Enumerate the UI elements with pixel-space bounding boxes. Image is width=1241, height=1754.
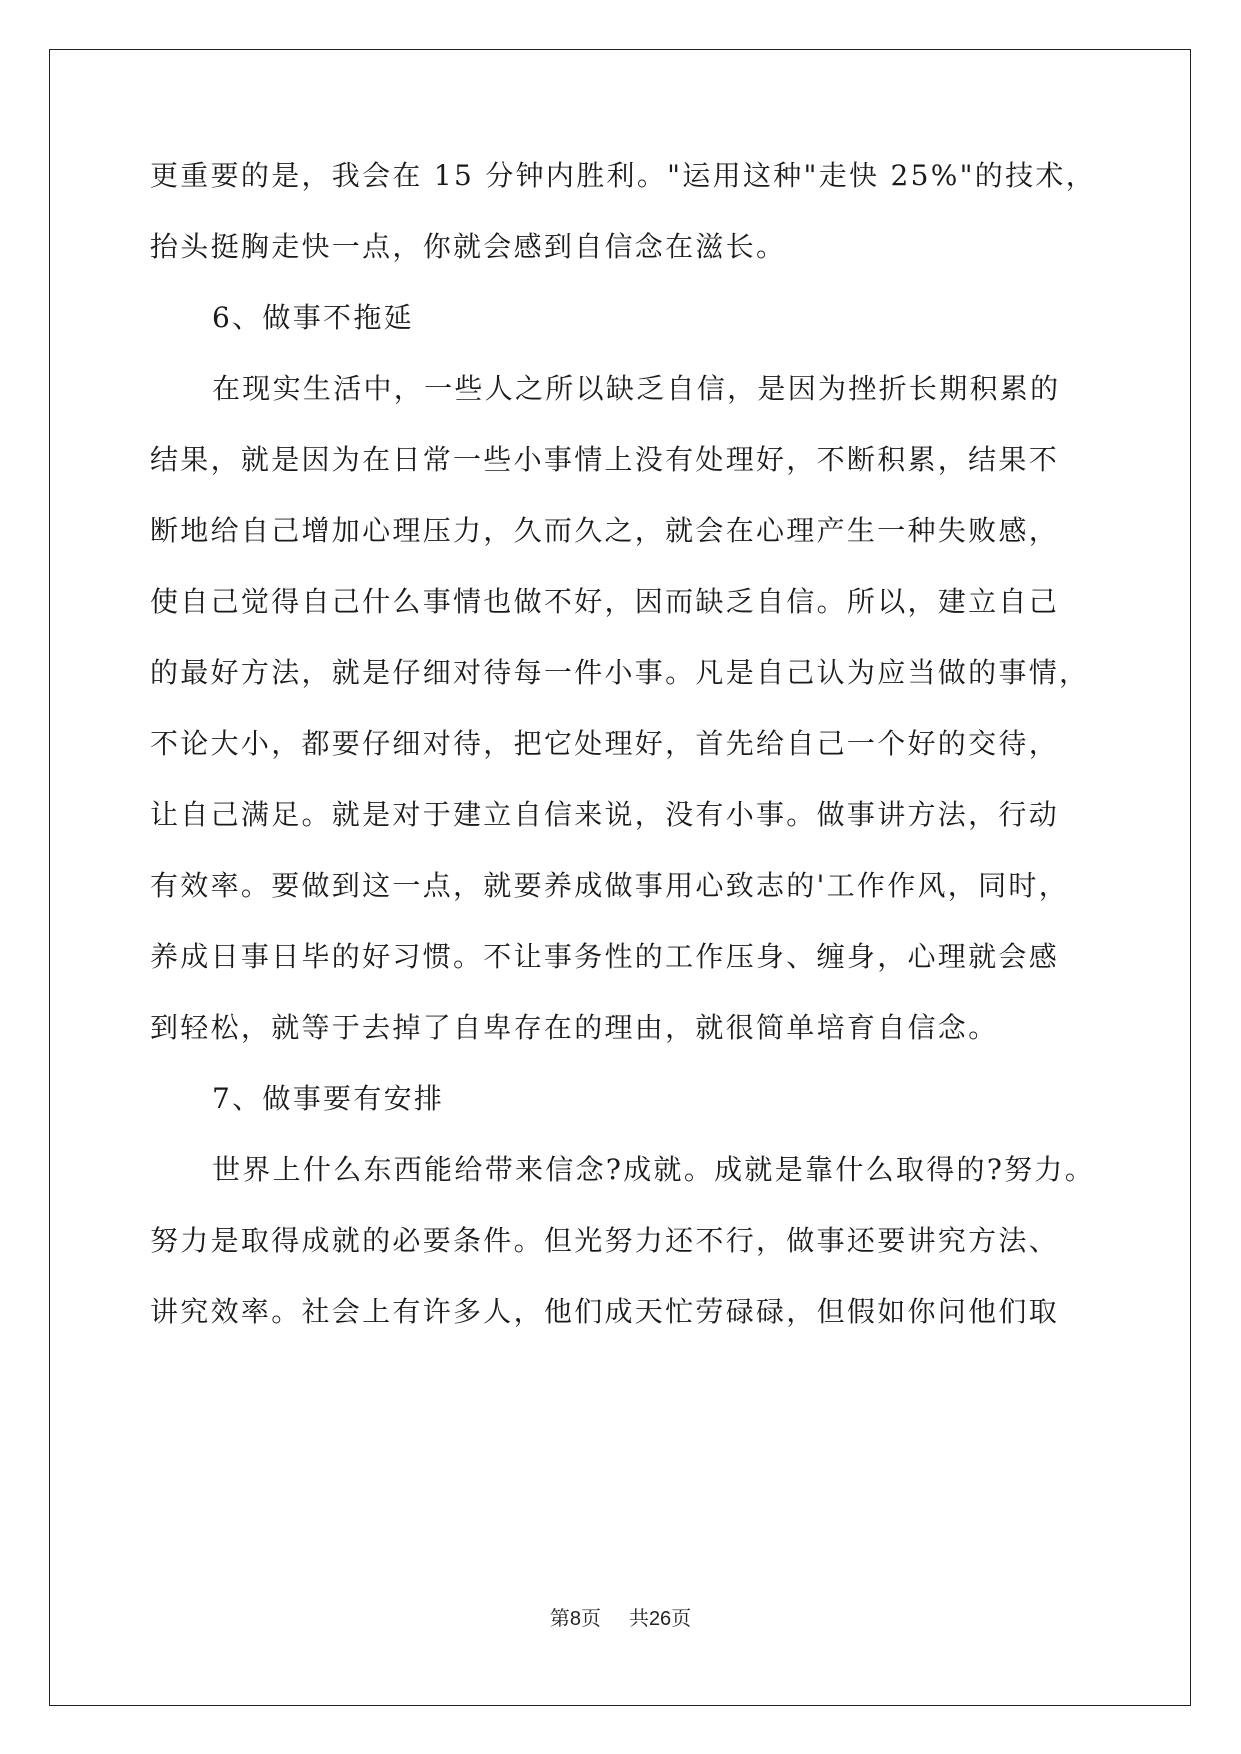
- page-footer: [0, 1606, 1241, 1631]
- body-text-line: 不论大小，都要仔细对待，把它处理好，首先给自己一个好的交待，: [150, 727, 1060, 760]
- body-text-line: 世界上什么东西能给带来信念?成就。成就是靠什么取得的?努力。: [212, 1153, 1096, 1186]
- body-text-line: 的最好方法，就是仔细对待每一件小事。凡是自己认为应当做的事情，: [150, 656, 1090, 689]
- body-text-line: 到轻松，就等于去掉了自卑存在的理由，就很简单培育自信念。: [150, 1011, 999, 1044]
- body-text-line: 断地给自己增加心理压力，久而久之，就会在心理产生一种失败感，: [150, 514, 1060, 547]
- body-text-line: 在现实生活中，一些人之所以缺乏自信，是因为挫折长期积累的: [212, 372, 1061, 405]
- page-prefix: 第: [549, 1606, 570, 1630]
- body-text-line: 抬头挺胸走快一点，你就会感到自信念在滋长。: [150, 230, 787, 263]
- total-prefix: 共: [628, 1606, 649, 1630]
- body-text-line: 让自己满足。就是对于建立自信来说，没有小事。做事讲方法，行动: [150, 798, 1060, 831]
- total-pages: 26: [648, 1608, 672, 1630]
- body-text-line: 结果，就是因为在日常一些小事情上没有处理好，不断积累，结果不: [150, 443, 1060, 476]
- body-text-line: 讲究效率。社会上有许多人，他们成天忙劳碌碌，但假如你问他们取: [150, 1295, 1060, 1328]
- body-text-line: 更重要的是，我会在 15 分钟内胜利。"运用这种"走快 25%"的技术，: [150, 159, 1097, 192]
- body-text-line: 养成日事日毕的好习惯。不让事务性的工作压身、缠身，心理就会感: [150, 940, 1060, 973]
- page-number: 8: [569, 1608, 581, 1630]
- section-heading-7: 7、做事要有安排: [212, 1082, 445, 1115]
- section-heading-6: 6、做事不拖延: [212, 301, 414, 334]
- total-suffix: 页: [671, 1606, 692, 1630]
- page-suffix: 页: [580, 1606, 601, 1630]
- body-text-line: 使自己觉得自己什么事情也做不好，因而缺乏自信。所以，建立自己: [150, 585, 1060, 618]
- body-text-line: 努力是取得成就的必要条件。但光努力还不行，做事还要讲究方法、: [150, 1224, 1060, 1257]
- body-text-line: 有效率。要做到这一点，就要养成做事用心致志的'工作作风，同时，: [150, 869, 1070, 902]
